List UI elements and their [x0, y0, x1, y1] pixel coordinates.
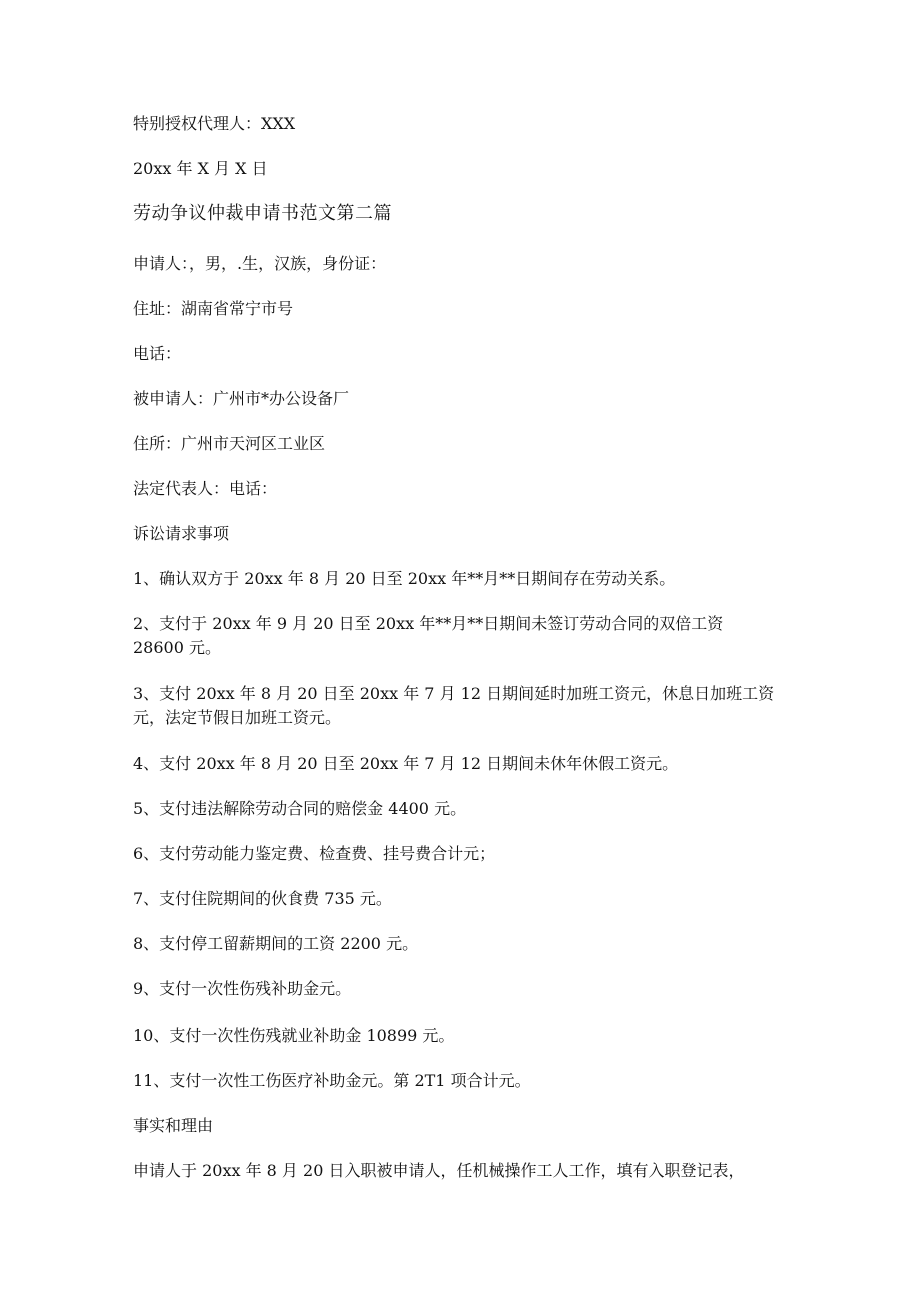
facts-heading: 事实和理由 — [133, 1116, 214, 1135]
claim-item-1: 1、确认双方于 20xx 年 8 月 20 日至 20xx 年**月**日期间存在劳动关系。 — [133, 569, 676, 588]
agent-line: 特别授权代理人：XXX — [133, 114, 296, 133]
claim-item-11: 11、支付一次性工伤医疗补助金元。第 2T1 项合计元。 — [133, 1071, 531, 1090]
claims-heading: 诉讼请求事项 — [133, 524, 230, 543]
claim-item-2-line-2: 28600 元。 — [133, 638, 221, 657]
claim-item-4: 4、支付 20xx 年 8 月 20 日至 20xx 年 7 月 12 日期间未休年休假工资元。 — [133, 754, 679, 773]
legal-representative-line: 法定代表人：电话： — [133, 479, 278, 498]
applicant-line: 申请人：，男，.生，汉族，身份证： — [133, 254, 387, 273]
claim-item-2-line-1: 2、支付于 20xx 年 9 月 20 日至 20xx 年**月**日期间未签订劳动合同的双倍工资 — [133, 614, 724, 633]
facts-paragraph-line-1: 申请人于 20xx 年 8 月 20 日入职被申请人，任机械操作工人工作，填有入职登记表， — [133, 1161, 745, 1180]
address-line: 住址：湖南省常宁市号 — [133, 299, 294, 318]
date-line: 20xx 年 X 月 X 日 — [133, 159, 268, 178]
document-title: 劳动争议仲裁申请书范文第二篇 — [133, 203, 392, 224]
claim-item-10: 10、支付一次性伤残就业补助金 10899 元。 — [133, 1026, 455, 1045]
claim-item-7: 7、支付住院期间的伙食费 735 元。 — [133, 889, 392, 908]
respondent-address-line: 住所：广州市天河区工业区 — [133, 434, 326, 453]
claim-item-6: 6、支付劳动能力鉴定费、检查费、挂号费合计元； — [133, 844, 496, 863]
claim-item-8: 8、支付停工留薪期间的工资 2200 元。 — [133, 934, 419, 953]
claim-item-9: 9、支付一次性伤残补助金元。 — [133, 979, 352, 998]
respondent-line: 被申请人：广州市*办公设备厂 — [133, 389, 350, 408]
phone-line: 电话： — [133, 344, 182, 363]
claim-item-3-line-1: 3、支付 20xx 年 8 月 20 日至 20xx 年 7 月 12 日期间延时加班工资元，休息日加班工资 — [133, 684, 775, 703]
claim-item-5: 5、支付违法解除劳动合同的赔偿金 4400 元。 — [133, 799, 467, 818]
claim-item-3-line-2: 元，法定节假日加班工资元。 — [133, 708, 342, 727]
